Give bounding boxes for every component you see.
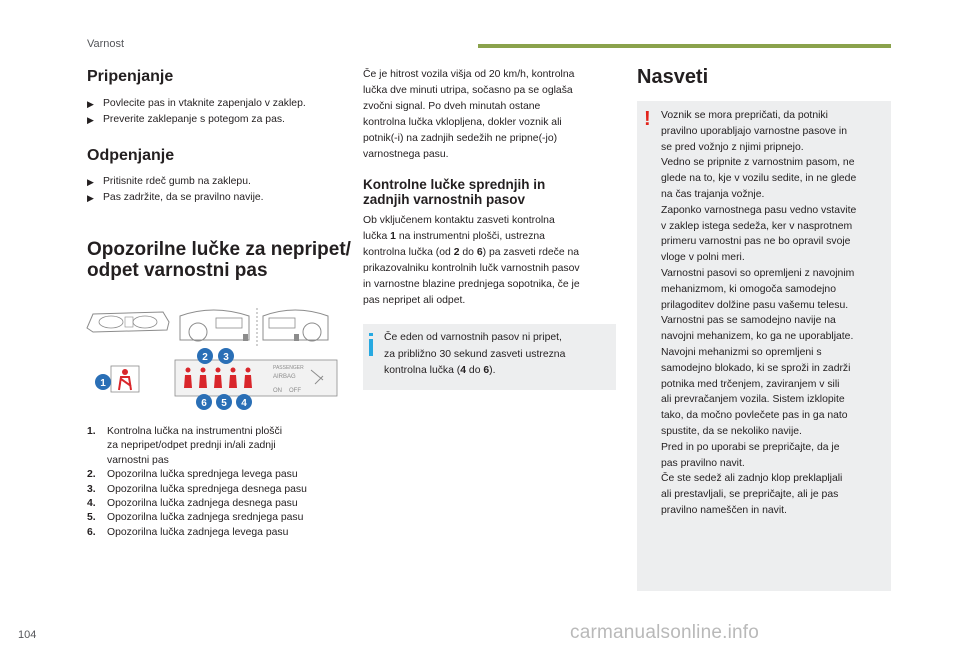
arrow-bullet-icon: ▶ xyxy=(87,193,94,203)
bullet-list-odpenjanje xyxy=(87,174,352,206)
heading-kontrolne-lucke: Kontrolne lučke sprednjih in zadnjih varnostnih pasov xyxy=(363,177,546,207)
callout-3: 3 xyxy=(223,352,229,363)
heading-opozorilne-lucke: Opozorilne lučke za nepripet/ odpet varnostni pas xyxy=(87,239,351,281)
list-item: 4. Opozorilna lučka zadnjega desnega pasu xyxy=(87,498,298,510)
info-icon-gap xyxy=(369,336,373,339)
watermark: carmanualsonline.info xyxy=(570,622,760,643)
list-item: 5. Opozorilna lučka zadnjega srednjega pasu xyxy=(87,512,304,524)
bullet-list-pripenjanje xyxy=(87,96,352,128)
cockpit-illustration-right xyxy=(263,310,328,341)
info-note-text: Če eden od varnostnih pasov ni pripet, za približno 30 sekund zasveti ustrezna kontrolna lučka (4 do 6). xyxy=(384,332,566,376)
page-number: 104 xyxy=(18,629,37,641)
callout-5: 5 xyxy=(221,398,227,409)
arrow-bullet-icon: ▶ xyxy=(87,99,94,109)
arrow-bullet-icon: ▶ xyxy=(87,177,94,187)
list-item: 1. Kontrolna lučka na instrumentni plošči za nepripet/odpet prednji in/ali zadnji varnostni pas xyxy=(87,426,283,466)
cockpit-illustration-left xyxy=(180,310,249,341)
passenger-label: PASSENGER xyxy=(273,365,304,371)
section-accent-bar xyxy=(478,44,891,48)
list-item: ▶ Preverite zaklepanje s potegom za pas. xyxy=(87,112,352,128)
callout-6: 6 xyxy=(201,398,207,409)
seatbelt-warning-figure xyxy=(83,300,353,412)
arrow-bullet-icon: ▶ xyxy=(87,115,94,125)
callout-4: 4 xyxy=(241,398,247,409)
tips-text: Voznik se mora prepričati, da potniki pravilno uporabljajo varnostne pasove in se pred vožnjo z njimi pripnejo. Vedno se pripnite z varnostnim pasom, ne glede na to, kje v vozilu sedite, in ne glede na čas trajanja vožnje. Zaponko varnostnega pasu vedno vstavite v zaklep istega sedeža, ker v nasprotnem primeru varnostni pas ne bo opravil svoje vloge v polni meri. Varnostni pasovi so opremljeni z navojnim mehanizmom, ki omogoča samodejno prilagoditev dolžine pasu vašemu telesu. Varnostni pas se samodejno navije na navojni mehanizem, ko ga ne uporabljate. Navojni mehanizmi so opremljeni s samodejno blokado, ki se sproži in zadrži potnika med trčenjem, zaviranjem v sili ali prevračanjem vozila. Sistem izklopite tako, da močno povlečete pas in ga nato spustite, da se nekoliko navije. Pred in po uporabi se prepričajte, da je pas pravilno navit. Če ste sedež ali zadnjo klop preklapljali ali prestavljali, se prepričajte, ali je pas pravilno nameščen in navit. xyxy=(661,110,857,516)
airbag-label: AIRBAG xyxy=(273,374,296,380)
warning-icon: ! xyxy=(644,108,651,130)
airbag-off-label: OFF xyxy=(289,388,301,394)
list-item: ▶ Pas zadržite, da se pravilno navije. xyxy=(87,190,352,206)
list-item: ▶ Pritisnite rdeč gumb na zaklepu. xyxy=(87,174,352,190)
heading-odpenjanje: Odpenjanje xyxy=(87,147,175,164)
callout-1: 1 xyxy=(100,378,106,389)
list-item: 6. Opozorilna lučka zadnjega levega pasu xyxy=(87,526,289,538)
seatbelt-indicator-panel xyxy=(175,360,337,396)
list-item: 2. Opozorilna lučka sprednjega levega pasu xyxy=(87,469,298,481)
lamp-legend-list xyxy=(87,425,352,540)
section-title: Varnost xyxy=(87,38,125,50)
list-item: ▶ Povlecite pas in vtaknite zapenjalo v zaklep. xyxy=(87,96,352,112)
heading-pripenjanje: Pripenjanje xyxy=(87,68,174,85)
callout-2: 2 xyxy=(202,352,208,363)
list-item: 3. Opozorilna lučka sprednjega desnega pasu xyxy=(87,483,307,495)
instrument-cluster-illustration xyxy=(87,312,169,332)
speed-warning-paragraph: Če je hitrost vozila višja od 20 km/h, kontrolna lučka dve minuti utripa, sočasno pa se oglaša zvočni signal. Po dveh minutah ostane kontrolna lučka vklopljena, dokler voznik ali potnik(-i) na zadnjih sedežih ne pripne(-jo) varnostnega pasu. xyxy=(363,69,575,160)
seatbelt-warning-lamp-1 xyxy=(111,366,139,392)
kontrolne-paragraph: Ob vključenem kontaktu zasveti kontrolna lučka 1 na instrumentni plošči, ustrezna kontrolna lučka (od 2 do 6) pa zasveti rdeče na prikazovalniku kontrolnih lučk varnostnih pasov in varnostne blazine prednjega sopotnika, če je pas nepripet ali odpet. xyxy=(363,215,580,306)
heading-nasveti: Nasveti xyxy=(637,66,709,88)
airbag-on-label: ON xyxy=(273,388,282,394)
